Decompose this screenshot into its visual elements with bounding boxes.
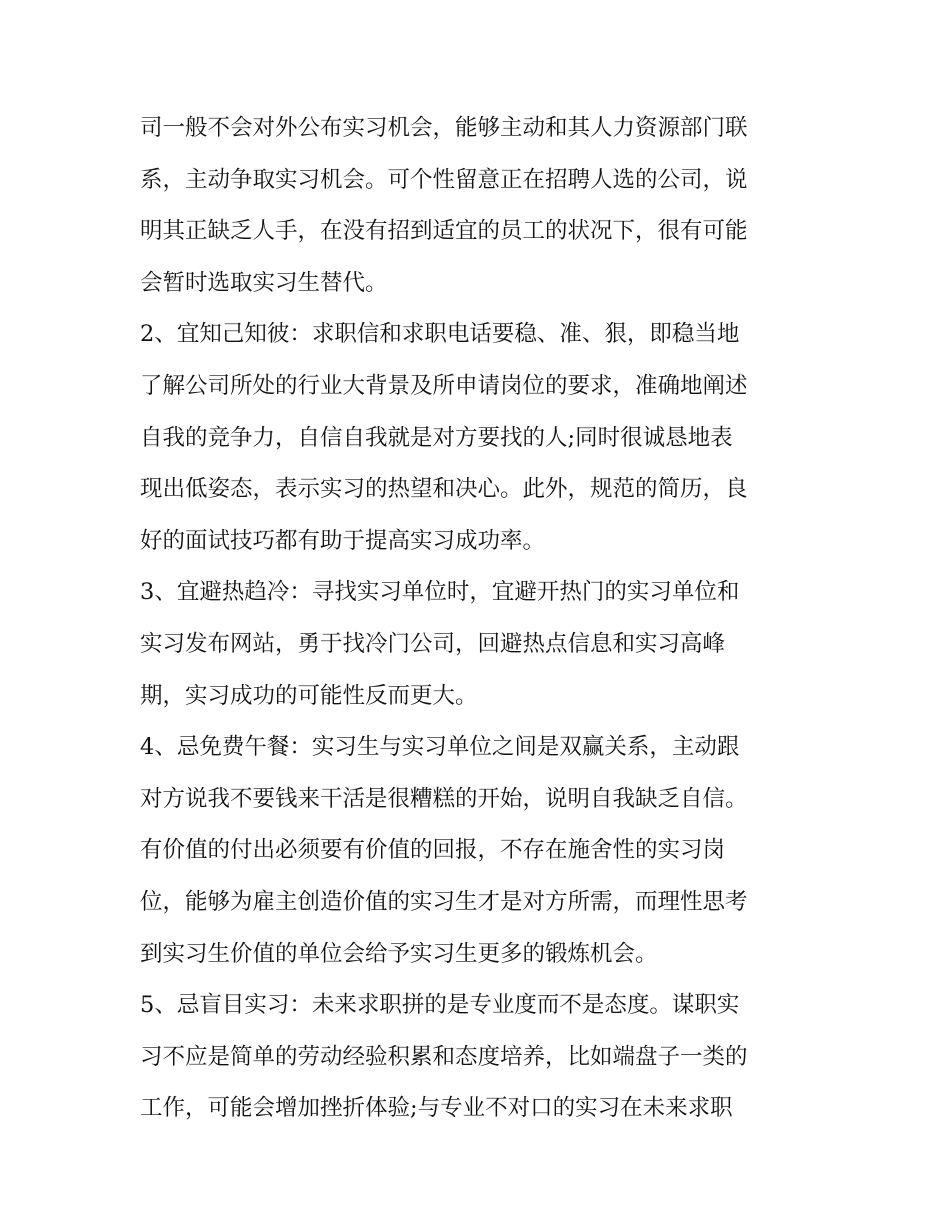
text-line: 了解公司所处的行业大背景及所申请岗位的要求，准确地阐述 [140, 372, 748, 399]
text-line: 工作，可能会增加挫折体验;与专业不对口的实习在未来求职 [140, 1095, 733, 1122]
text-line: 3、宜避热趋冷：寻找实习单位时，宜避开热门的实习单位和 [140, 579, 740, 606]
text-line: 明其正缺乏人手，在没有招到适宜的员工的状况下，很有可能 [140, 218, 748, 245]
text-line: 5、忌盲目实习：未来求职拼的是专业度而不是态度。谋职实 [140, 992, 740, 1019]
text-line: 对方说我不要钱来干活是很糟糕的开始，说明自我缺乏自信。 [140, 785, 748, 812]
text-line: 实习发布网站，勇于找冷门公司，回避热点信息和实习高峰 [140, 630, 726, 657]
text-line: 好的面试技巧都有助于提高实习成功率。 [140, 527, 546, 554]
text-line: 2、宜知己知彼：求职信和求职电话要稳、准、狠，即稳当地 [140, 321, 740, 348]
text-line: 习不应是简单的劳动经验积累和态度培养，比如端盘子一类的 [140, 1043, 748, 1070]
text-line: 自我的竞争力，自信自我就是对方要找的人;同时很诚恳地表 [140, 424, 733, 451]
text-line: 会暂时选取实习生替代。 [140, 269, 388, 296]
text-line: 期，实习成功的可能性反而更大。 [140, 682, 478, 709]
text-line: 位，能够为雇主创造价值的实习生才是对方所需，而理性思考 [140, 888, 748, 915]
text-line: 现出低姿态，表示实习的热望和决心。此外，规范的简历，良 [140, 476, 748, 503]
text-line: 有价值的付出必须要有价值的回报，不存在施舍性的实习岗 [140, 837, 726, 864]
text-line: 系，主动争取实习机会。可个性留意正在招聘人选的公司，说 [140, 166, 748, 193]
text-line: 4、忌免费午餐：实习生与实习单位之间是双赢关系，主动跟 [140, 734, 740, 761]
text-line: 到实习生价值的单位会给予实习生更多的锻炼机会。 [140, 940, 658, 967]
body-text [140, 103, 820, 1135]
text-line: 司一般不会对外公布实习机会，能够主动和其人力资源部门联 [140, 115, 748, 141]
